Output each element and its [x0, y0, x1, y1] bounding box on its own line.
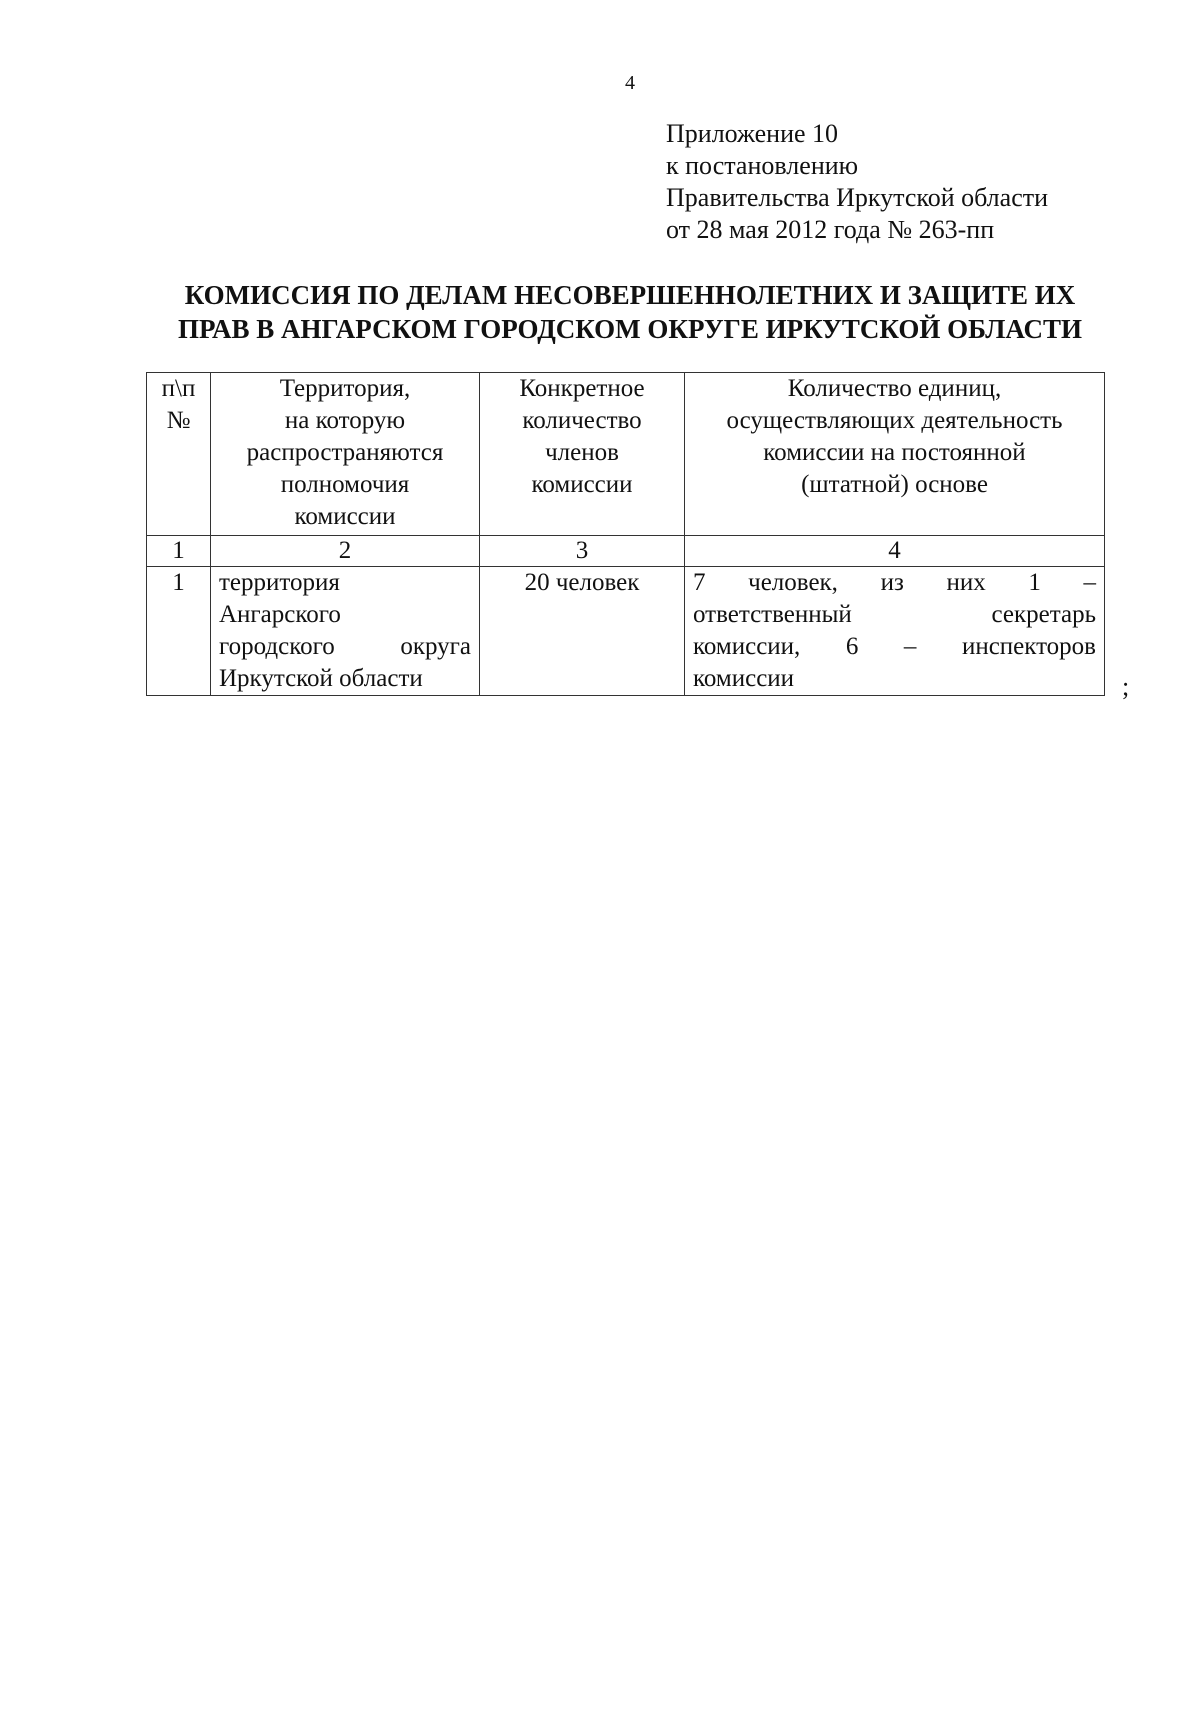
- staff-line: комиссии, 6 – инспекторов: [693, 633, 1096, 660]
- row-number: 1: [147, 567, 211, 696]
- column-number: 3: [480, 536, 685, 567]
- document-title: [130, 278, 1130, 346]
- header-line: Территория,: [279, 375, 411, 402]
- appendix-line: Правительства Иркутской области: [666, 183, 1049, 212]
- header-line: комиссии: [294, 503, 396, 530]
- header-line: осуществляющих деятельность: [726, 407, 1063, 434]
- page-number: 4: [625, 72, 635, 94]
- header-line: на которую: [284, 407, 406, 434]
- header-line: комиссии на постоянной: [763, 439, 1026, 466]
- row-staff: [685, 567, 1105, 696]
- semicolon-terminator: ;: [1122, 672, 1130, 701]
- appendix-line: Приложение 10: [666, 119, 839, 148]
- staff-line: комиссии: [693, 665, 795, 692]
- appendix-reference: [666, 118, 1048, 246]
- column-number: 4: [685, 536, 1105, 567]
- header-members: [480, 373, 685, 536]
- title-line: КОМИССИЯ ПО ДЕЛАМ НЕСОВЕРШЕННОЛЕТНИХ И ЗАЩИТЕ ИХ: [184, 280, 1076, 310]
- header-territory: [211, 373, 480, 536]
- territory-line: Ангарского: [219, 601, 341, 628]
- appendix-line: к постановлению: [666, 151, 859, 180]
- staff-line: 7 человек, из них 1 –: [693, 569, 1096, 596]
- column-number: 1: [147, 536, 211, 567]
- header-staff: [685, 373, 1105, 536]
- header-line: №: [166, 407, 191, 434]
- header-line: распространяются: [246, 439, 444, 466]
- staff-line: ответственный секретарь: [693, 601, 1096, 628]
- territory-line: городского округа: [219, 633, 471, 660]
- row-members: 20 человек: [480, 567, 685, 696]
- header-line: (штатной) основе: [801, 471, 988, 498]
- column-number: 2: [211, 536, 480, 567]
- appendix-line: от 28 мая 2012 года № 263-пп: [666, 215, 995, 244]
- header-line: комиссии: [531, 471, 633, 498]
- header-line: Конкретное: [519, 375, 645, 402]
- row-territory: [211, 567, 480, 696]
- column-number-row: [147, 536, 1105, 567]
- header-number: [147, 373, 211, 536]
- table-row: [147, 567, 1105, 696]
- header-line: Количество единиц,: [787, 375, 1002, 402]
- header-line: полномочия: [280, 471, 410, 498]
- territory-line: Иркутской области: [219, 665, 423, 692]
- territory-line: территория: [219, 569, 340, 596]
- header-line: членов: [545, 439, 619, 466]
- table-header-row: [147, 373, 1105, 536]
- header-line: количество: [522, 407, 642, 434]
- title-line: ПРАВ В АНГАРСКОМ ГОРОДСКОМ ОКРУГЕ ИРКУТСКОЙ ОБЛАСТИ: [177, 314, 1083, 344]
- header-line: п\п: [161, 375, 196, 402]
- commission-table: [146, 372, 1105, 696]
